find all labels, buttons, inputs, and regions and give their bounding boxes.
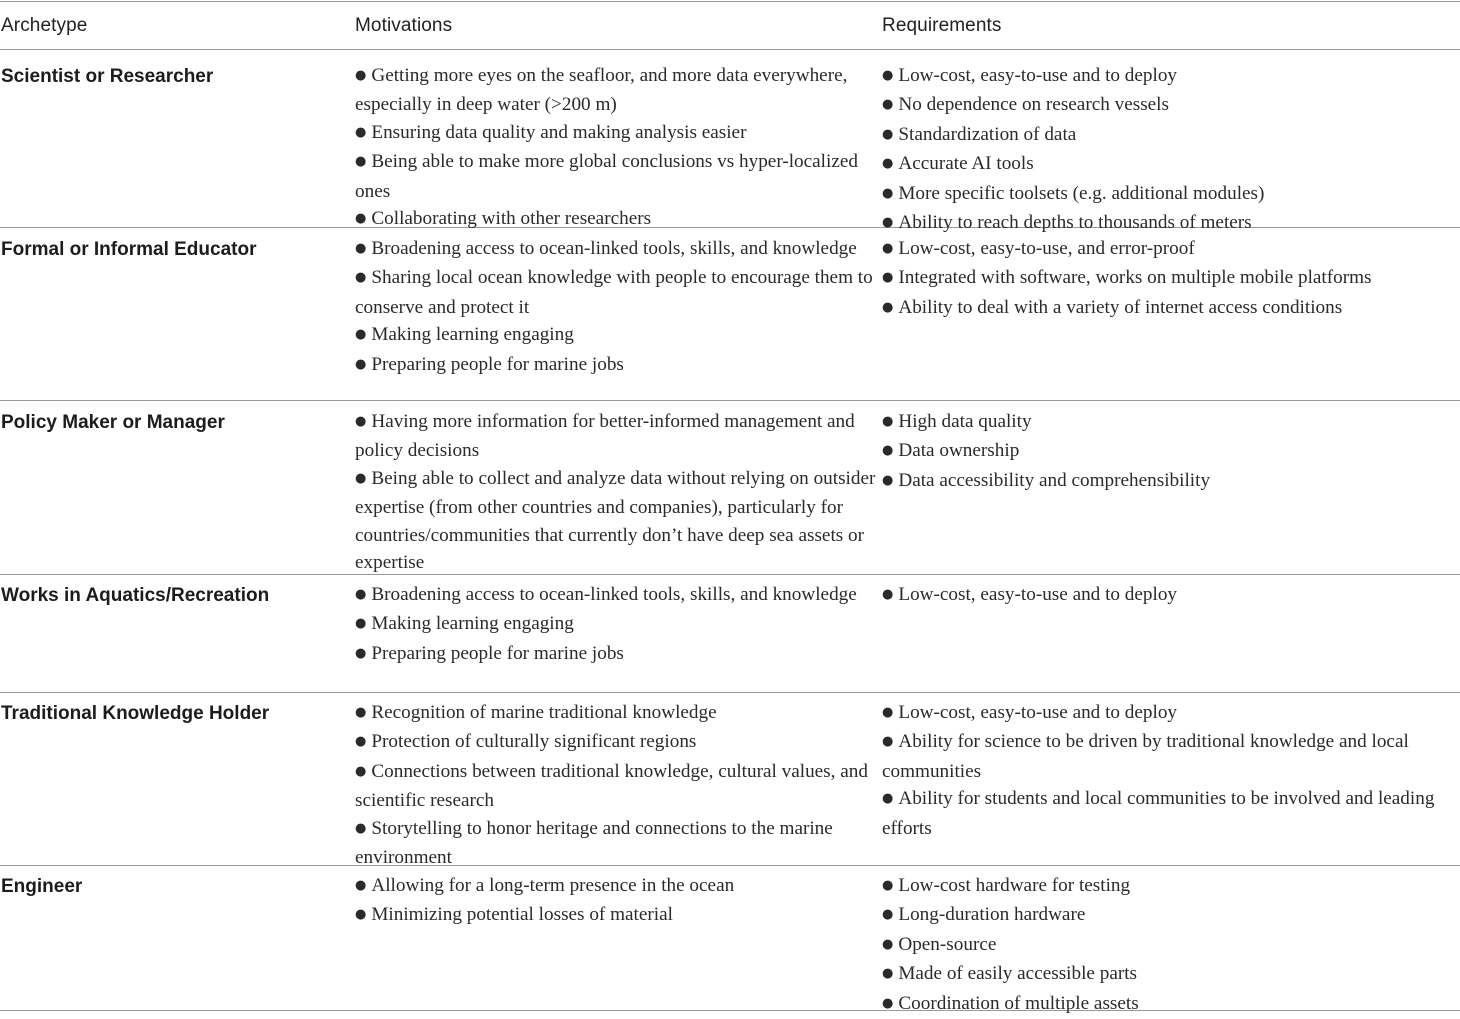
bullet-icon: ● — [355, 124, 367, 140]
archetype-label: Formal or Informal Educator — [1, 239, 257, 260]
bullet-icon: ● — [355, 241, 367, 256]
requirements-text: Integrated with software, works on multiple mobile platforms — [898, 267, 1372, 289]
motivations-text: Preparing people for marine jobs — [371, 353, 624, 375]
motivations-text: Making learning engaging — [371, 613, 574, 635]
bullet-icon: ● — [882, 156, 894, 172]
motivations-item — [355, 758, 880, 815]
requirements-list — [882, 408, 1452, 496]
motivations-text: Allowing for a long-term presence in the ocean — [371, 875, 735, 896]
motivations-list — [355, 581, 880, 669]
motivations-item — [355, 408, 880, 465]
bullet-icon: ● — [882, 68, 894, 83]
requirements-item — [882, 901, 1452, 930]
archetype-label: Engineer — [1, 876, 83, 897]
bullet-icon: ● — [882, 472, 894, 488]
motivations-list — [355, 62, 880, 234]
requirements-text: Low-cost, easy-to-use, and error-proof — [898, 238, 1195, 259]
motivations-list — [355, 872, 880, 931]
bullet-icon: ● — [882, 705, 894, 720]
bullet-icon: ● — [882, 936, 894, 952]
bullet-icon: ● — [355, 270, 367, 286]
bullet-icon: ● — [355, 470, 367, 486]
requirements-item — [882, 699, 1452, 728]
motivations-text: Connections between traditional knowledge, cultural values, and scientific research — [355, 760, 868, 812]
archetype-label: Works in Aquatics/Recreation — [1, 585, 270, 606]
bullet-icon: ● — [355, 820, 367, 836]
bullet-icon: ● — [355, 763, 367, 779]
bullet-icon: ● — [882, 126, 894, 142]
motivations-item — [355, 148, 880, 205]
header-requirements: Requirements — [882, 15, 1002, 36]
requirements-item — [882, 150, 1452, 179]
requirements-text: Data accessibility and comprehensibility — [898, 469, 1211, 491]
requirements-list — [882, 581, 1452, 610]
requirements-item — [882, 467, 1452, 496]
motivations-text: Getting more eyes on the seafloor, and more data everywhere, especially in deep water (>200 m) — [355, 65, 848, 116]
bullet-icon: ● — [355, 878, 367, 893]
bullet-icon: ● — [882, 97, 894, 113]
bullet-icon: ● — [882, 966, 894, 982]
motivations-item — [355, 235, 880, 264]
bullet-icon: ● — [882, 270, 894, 286]
bullet-icon: ● — [355, 587, 367, 602]
requirements-item — [882, 785, 1452, 842]
requirements-item — [882, 960, 1452, 989]
requirements-item — [882, 408, 1452, 437]
motivations-text: Ensuring data quality and making analysis easier — [371, 121, 747, 143]
bullet-icon: ● — [355, 616, 367, 632]
requirements-text: Standardization of data — [898, 123, 1077, 145]
requirements-text: Low-cost, easy-to-use and to deploy — [898, 584, 1178, 605]
bullet-icon: ● — [355, 705, 367, 720]
motivations-text: Recognition of marine traditional knowledge — [371, 702, 717, 723]
archetype-label: Policy Maker or Manager — [1, 412, 225, 433]
row-divider — [0, 692, 1460, 693]
requirements-item — [882, 264, 1452, 293]
bullet-icon: ● — [882, 414, 894, 429]
requirements-text: Ability for science to be driven by traditional knowledge and local communities — [882, 731, 1409, 782]
motivations-list — [355, 408, 880, 576]
bullet-icon: ● — [882, 241, 894, 256]
archetype-label: Scientist or Researcher — [1, 66, 214, 87]
header-motivations: Motivations — [355, 15, 453, 36]
motivations-item — [355, 640, 880, 669]
bullet-icon: ● — [355, 327, 367, 343]
requirements-text: High data quality — [898, 411, 1032, 432]
motivations-text: Preparing people for marine jobs — [371, 642, 624, 664]
requirements-list — [882, 872, 1452, 1019]
motivations-list — [355, 235, 880, 380]
requirements-list — [882, 62, 1452, 238]
requirements-text: More specific toolsets (e.g. additional modules) — [898, 182, 1265, 204]
header-bottom-rule — [0, 49, 1460, 50]
bullet-icon: ● — [882, 734, 894, 750]
motivations-text: Being able to make more global conclusions vs hyper-localized ones — [355, 151, 858, 202]
bullet-icon: ● — [882, 995, 894, 1011]
requirements-item — [882, 990, 1452, 1019]
requirements-text: No dependence on research vessels — [898, 94, 1169, 116]
bullet-icon: ● — [882, 215, 894, 231]
motivations-item — [355, 699, 880, 728]
requirements-item — [882, 931, 1452, 960]
motivations-item — [355, 901, 880, 930]
motivations-text: Broadening access to ocean-linked tools, skills, and knowledge — [371, 584, 857, 605]
requirements-text: Low-cost, easy-to-use and to deploy — [898, 65, 1178, 86]
motivations-item — [355, 351, 880, 380]
requirements-item — [882, 121, 1452, 150]
motivations-text: Being able to collect and analyze data without relying on outsider expertise (from other countries and companies), particularly for countries/communities that currently don’t have deep sea assets or expertise — [355, 467, 876, 574]
bullet-icon: ● — [355, 68, 367, 83]
table-top-rule — [0, 1, 1460, 2]
requirements-list — [882, 699, 1452, 842]
bullet-icon: ● — [355, 645, 367, 661]
requirements-item — [882, 437, 1452, 466]
bullet-icon: ● — [882, 299, 894, 315]
motivations-item — [355, 119, 880, 148]
bullet-icon: ● — [355, 907, 367, 923]
requirements-item — [882, 728, 1452, 785]
bullet-icon: ● — [882, 878, 894, 893]
motivations-text: Minimizing potential losses of material — [371, 904, 673, 926]
motivations-item — [355, 872, 880, 901]
bullet-icon: ● — [355, 356, 367, 372]
requirements-text: Ability to reach depths to thousands of meters — [898, 212, 1252, 234]
motivations-item — [355, 728, 880, 757]
requirements-text: Open-source — [898, 933, 997, 955]
requirements-text: Accurate AI tools — [898, 153, 1034, 175]
motivations-item — [355, 264, 880, 321]
requirements-item — [882, 581, 1452, 610]
archetype-label: Traditional Knowledge Holder — [1, 703, 270, 724]
requirements-text: Long-duration hardware — [898, 904, 1086, 926]
requirements-item — [882, 62, 1452, 91]
requirements-text: Low-cost, easy-to-use and to deploy — [898, 702, 1178, 723]
motivations-item — [355, 815, 880, 872]
requirements-list — [882, 235, 1452, 323]
bullet-icon: ● — [355, 154, 367, 170]
motivations-text: Collaborating with other researchers — [371, 208, 652, 230]
bullet-icon: ● — [882, 907, 894, 923]
requirements-item — [882, 235, 1452, 264]
requirements-item — [882, 294, 1452, 323]
motivations-text: Protection of culturally significant regions — [371, 731, 697, 753]
requirements-item — [882, 872, 1452, 901]
requirements-item — [882, 180, 1452, 209]
requirements-text: Low-cost hardware for testing — [898, 875, 1131, 896]
bullet-icon: ● — [355, 734, 367, 750]
bullet-icon: ● — [355, 211, 367, 227]
requirements-text: Ability for students and local communities to be involved and leading efforts — [882, 788, 1435, 839]
requirements-item — [882, 91, 1452, 120]
motivations-item — [355, 581, 880, 610]
bullet-icon: ● — [882, 443, 894, 459]
bullet-icon: ● — [882, 587, 894, 602]
bullet-icon: ● — [882, 185, 894, 201]
motivations-text: Broadening access to ocean-linked tools, skills, and knowledge — [371, 238, 857, 259]
motivations-item — [355, 205, 880, 234]
bullet-icon: ● — [355, 414, 367, 429]
requirements-text: Made of easily accessible parts — [898, 963, 1138, 985]
motivations-item — [355, 62, 880, 119]
motivations-text: Storytelling to honor heritage and connections to the marine environment — [355, 817, 833, 869]
motivations-list — [355, 699, 880, 871]
requirements-text: Coordination of multiple assets — [898, 992, 1139, 1014]
bullet-icon: ● — [882, 791, 894, 807]
row-divider — [0, 400, 1460, 401]
header-archetype: Archetype — [1, 15, 88, 36]
motivations-text: Sharing local ocean knowledge with people to encourage them to conserve and protect it — [355, 267, 873, 318]
motivations-item — [355, 465, 880, 577]
motivations-text: Having more information for better-informed management and policy decisions — [355, 411, 855, 462]
motivations-item — [355, 610, 880, 639]
requirements-text: Data ownership — [898, 440, 1020, 462]
motivations-item — [355, 321, 880, 350]
requirements-text: Ability to deal with a variety of internet access conditions — [898, 296, 1343, 318]
motivations-text: Making learning engaging — [371, 324, 574, 346]
